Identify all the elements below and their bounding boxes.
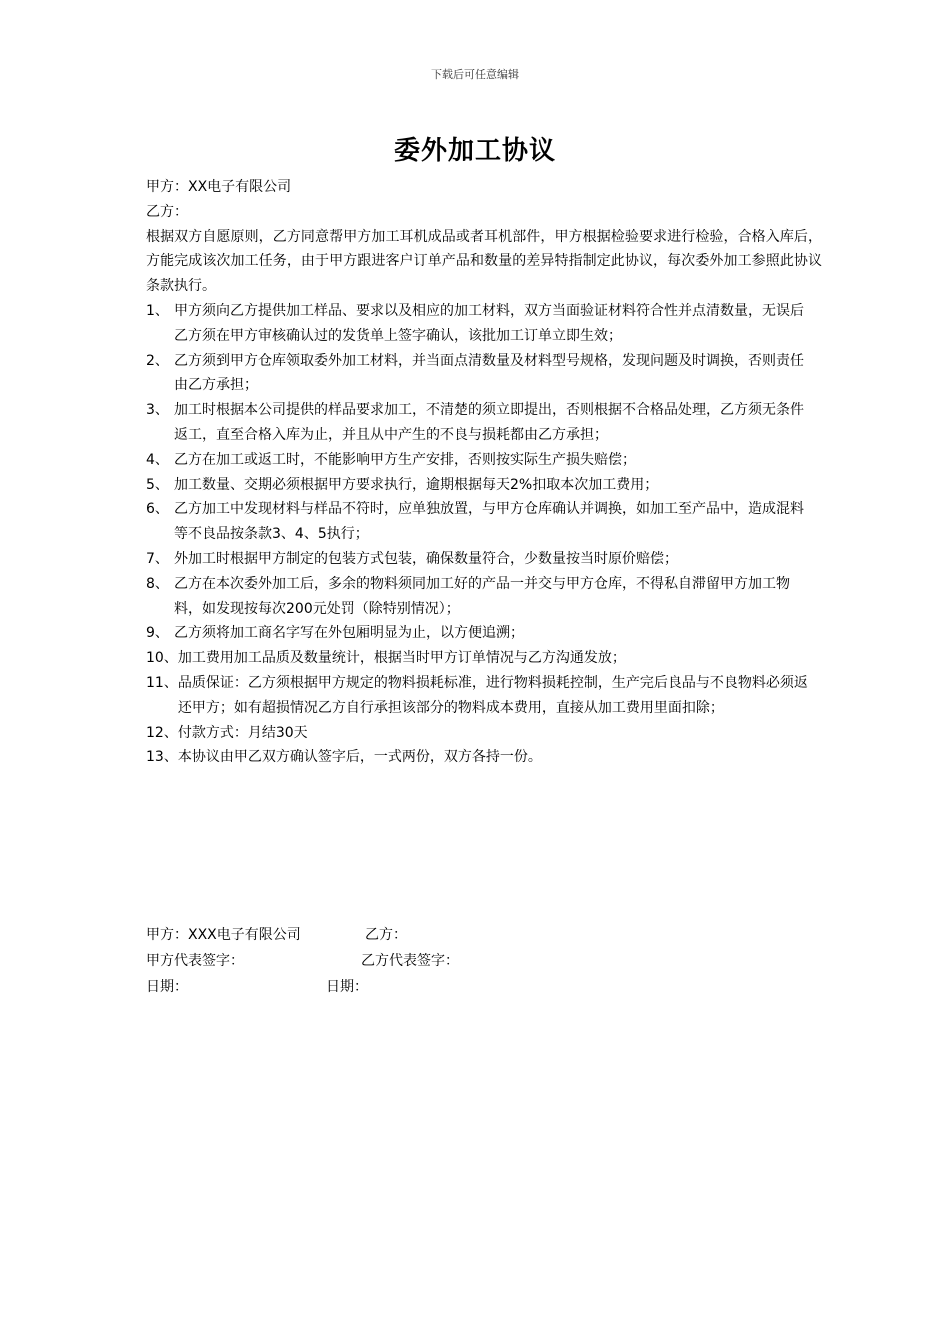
clause-number: 9、 [146, 625, 169, 642]
clause-text: 加工时根据本公司提供的样品要求加工，不清楚的须立即提出，否则根据不合格品处理，乙方须无条件返工，直至合格入库为止，并且从中产生的不良与损耗都由乙方承担； [174, 402, 804, 443]
date-b-label: 日期： [326, 979, 368, 995]
date-a-label: 日期： [146, 979, 188, 995]
document-body [146, 175, 822, 770]
clause-number: 5、 [146, 476, 169, 493]
clause-number: 11、 [146, 674, 178, 691]
clause-text: 付款方式：月结30天 [177, 724, 308, 741]
page-header: 下载后可任意编辑 [431, 68, 519, 81]
clause-item [146, 448, 822, 473]
clause-number: 13、 [146, 749, 178, 766]
clause-text: 乙方在本次委外加工后，多余的物料须同加工好的产品一并交与甲方仓库，不得私自滞留甲方加工物料，如发现按每次200元处罚（除特别情况）； [174, 575, 790, 617]
clause-item [146, 572, 822, 622]
clause-item [146, 621, 822, 646]
clause-item [146, 473, 822, 498]
clause-text: 加工费用加工品质及数量统计，根据当时甲方订单情况与乙方沟通发放； [177, 650, 626, 667]
clause-number: 6、 [146, 501, 169, 518]
clause-item [146, 497, 822, 547]
party-b-rep-label: 乙方代表签字： [361, 953, 459, 969]
clause-number: 3、 [146, 402, 169, 419]
clause-number: 4、 [146, 451, 169, 468]
clause-text: 加工数量、交期必须根据甲方要求执行，逾期根据每天2%扣取本次加工费用； [174, 476, 659, 493]
clause-text: 本协议由甲乙双方确认签字后，一式两份，双方各持一份。 [177, 749, 542, 766]
party-a-rep-label: 甲方代表签字： [146, 953, 244, 969]
party-a-line: 甲方：XX电子有限公司 [146, 179, 292, 195]
clause-item [146, 349, 822, 399]
clause-text: 品质保证：乙方须根据甲方规定的物料损耗标准，进行物料损耗控制，生产完后良品与不良物料必须返还甲方；如有超损情况乙方自行承担该部分的物料成本费用，直接从加工费用里面扣除； [177, 674, 808, 716]
party-a-company-label: 甲方：XXX电子有限公司 [146, 927, 301, 943]
clause-number: 7、 [146, 550, 169, 567]
clause-text: 外加工时根据甲方制定的包装方式包装，确保数量符合，少数量按当时原价赔偿； [174, 550, 678, 567]
clause-item [146, 745, 822, 770]
clause-text: 乙方在加工或返工时，不能影响甲方生产安排，否则按实际生产损失赔偿； [174, 451, 636, 468]
clause-item [146, 299, 822, 349]
clause-number: 2、 [146, 352, 169, 369]
clause-number: 8、 [146, 575, 169, 592]
clause-text: 乙方须到甲方仓库领取委外加工材料，并当面点清数量及材料型号规格，发现问题及时调换，否则责任由乙方承担； [174, 352, 804, 394]
clause-item [146, 721, 822, 746]
clause-item [146, 646, 822, 671]
document-title: 委外加工协议 [393, 136, 556, 166]
party-b-line: 乙方： [146, 203, 188, 220]
clause-number: 10、 [146, 650, 178, 667]
clause-text: 甲方须向乙方提供加工样品、要求以及相应的加工材料，双方当面验证材料符合性并点清数量，无误后乙方须在甲方审核确认过的发货单上签字确认，该批加工订单立即生效； [174, 302, 804, 344]
clause-text: 乙方加工中发现材料与样品不符时，应单独放置，与甲方仓库确认并调换，如加工至产品中，造成混料等不良品按条款3、4、5执行； [174, 501, 804, 543]
intro-paragraph: 根据双方自愿原则，乙方同意帮甲方加工耳机成品或者耳机部件，甲方根据检验要求进行检验，合格入库后，方能完成该次加工任务，由于甲方跟进客户订单产品和数量的差异特指制定此协议，每次委外加工参照此协议条款执行。 [146, 228, 822, 295]
party-b-label: 乙方： [365, 927, 407, 943]
clause-text: 乙方须将加工商名字写在外包厢明显为止，以方便追溯； [174, 625, 524, 642]
clause-item [146, 671, 822, 721]
clause-number: 1、 [146, 302, 169, 319]
clause-item [146, 398, 822, 448]
clause-item [146, 547, 822, 572]
clause-number: 12、 [146, 724, 178, 741]
